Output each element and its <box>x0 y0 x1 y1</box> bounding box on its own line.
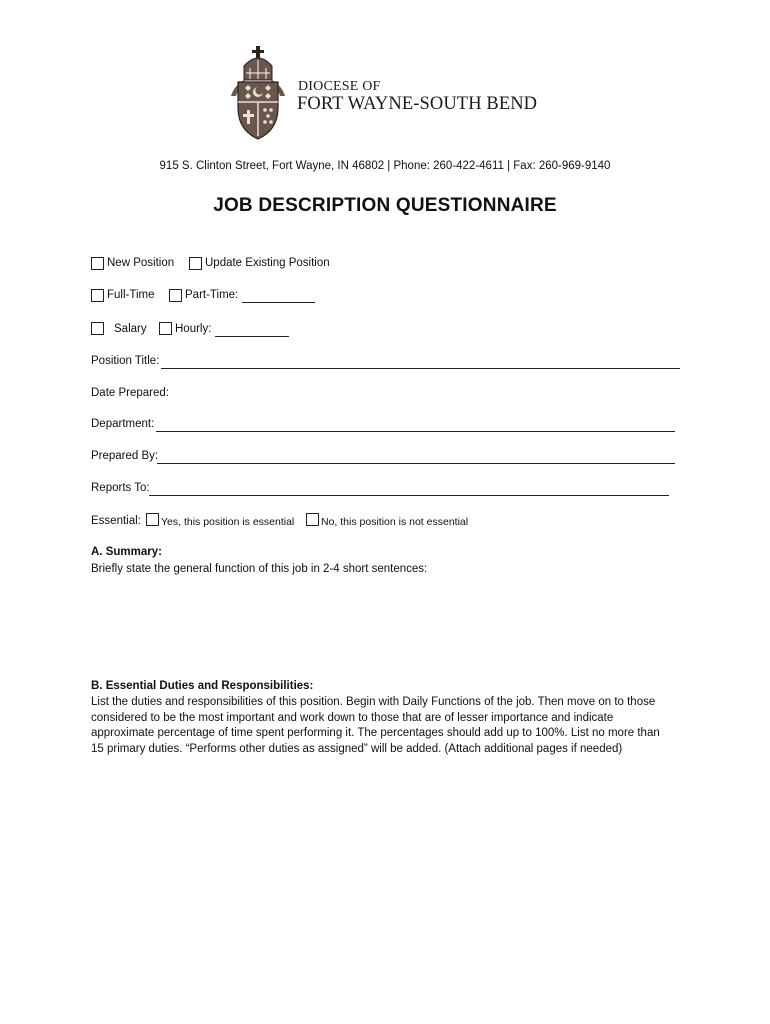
full-time-checkbox[interactable] <box>91 289 104 302</box>
department-label: Department: <box>91 418 155 430</box>
contact-address: 915 S. Clinton Street, Fort Wayne, IN 46802 | Phone: 260-422-4611 | Fax: 260-969-9140 <box>159 160 611 172</box>
summary-instructions: Briefly state the general function of this job in 2-4 short sentences: <box>91 563 428 575</box>
date-prepared-label: Date Prepared: <box>91 387 169 399</box>
prepared-by-label: Prepared By: <box>91 450 159 462</box>
update-existing-checkbox[interactable] <box>189 257 202 270</box>
new-position-checkbox[interactable] <box>91 257 104 270</box>
update-existing-label: Update Existing Position <box>205 257 330 269</box>
org-name-line1: DIOCESE OF <box>298 79 381 94</box>
page-title: JOB DESCRIPTION QUESTIONNAIRE <box>213 195 557 216</box>
part-time-checkbox[interactable] <box>169 289 182 302</box>
hourly-checkbox[interactable] <box>159 322 172 335</box>
hourly-label: Hourly: <box>175 323 212 335</box>
essential-no-checkbox[interactable] <box>306 513 319 526</box>
diocese-crest-icon <box>228 46 288 142</box>
duties-line: approximate percentage of time spent performing it. The percentages should add up to 100%. List no more than <box>91 727 660 739</box>
duties-instructions <box>91 695 691 757</box>
essential-yes-checkbox[interactable] <box>146 513 159 526</box>
summary-heading: A. Summary: <box>91 546 162 558</box>
duties-line: considered to be the most important and work down to those that are of lesser importance and indicate <box>91 711 614 724</box>
org-name-line2: FORT WAYNE-SOUTH BEND <box>297 94 538 114</box>
prepared-by-field[interactable] <box>157 463 675 464</box>
reports-to-field[interactable] <box>149 495 669 496</box>
new-position-label: New Position <box>107 257 175 269</box>
department-field[interactable] <box>156 431 675 432</box>
duties-heading: B. Essential Duties and Responsibilities: <box>91 680 314 692</box>
full-time-label: Full-Time <box>107 289 155 301</box>
salary-checkbox[interactable] <box>91 322 104 335</box>
essential-no-label: No, this position is not essential <box>321 516 469 528</box>
essential-yes-label: Yes, this position is essential <box>161 516 295 528</box>
duties-line: 15 primary duties. “Performs other duties as assigned” will be added. (Attach additional pages if needed) <box>91 742 623 755</box>
position-title-field[interactable] <box>161 368 680 369</box>
salary-label: Salary <box>114 323 147 335</box>
part-time-label: Part-Time: <box>185 289 239 301</box>
position-title-label: Position Title: <box>91 355 160 367</box>
hourly-rate-field[interactable] <box>215 336 289 337</box>
reports-to-label: Reports To: <box>91 482 150 494</box>
duties-line: List the duties and responsibilities of this position. Begin with Daily Functions of the job. Then move on to those <box>91 696 656 708</box>
part-time-hours-field[interactable] <box>242 302 315 303</box>
essential-label: Essential: <box>91 515 141 527</box>
